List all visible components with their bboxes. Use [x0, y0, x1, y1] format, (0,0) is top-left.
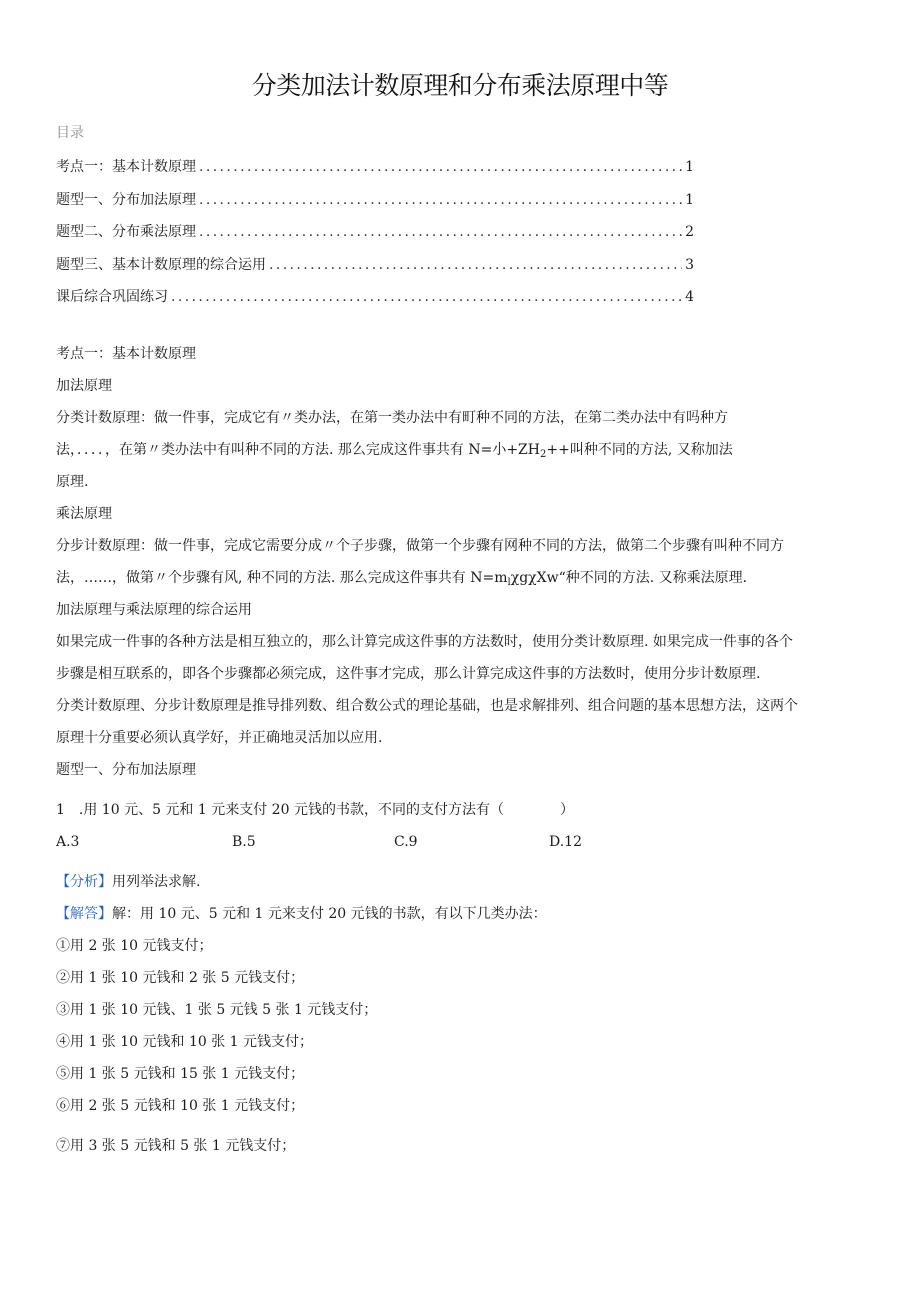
section-heading: 题型一、分布加法原理 — [56, 762, 196, 778]
case-item: ⑤用 1 张 5 元钱和 15 张 1 元钱支付； — [56, 1066, 305, 1082]
subsection-heading: 加法原理 — [56, 378, 112, 394]
toc-entry-label: 题型一、分布加法原理 — [56, 191, 196, 208]
toc-entry[interactable] — [56, 156, 694, 189]
document-body — [56, 343, 878, 1167]
case-item: ①用 2 张 10 元钱支付； — [56, 938, 213, 954]
answer-options — [56, 831, 878, 863]
toc-entry[interactable] — [56, 221, 694, 254]
text-span: 法，．．．．，在第〃类办法中有叫种不同的方法. 那么完成这件事共有 N=小+ZH — [56, 442, 540, 458]
page-title: 分类加法计数原理和分布乘法原理中等 — [251, 71, 669, 100]
toc-leader-dots — [269, 257, 682, 273]
paragraph-line: 如果完成一件事的各种方法是相互独立的，那么计算完成这件事的方法数时，使用分类计数原理. 如果完成一件事的各个 — [56, 634, 793, 650]
toc-entry-label: 考点一：基本计数原理 — [56, 159, 196, 175]
option-d: D.12 — [549, 834, 582, 850]
option-a: A.3 — [56, 834, 80, 850]
subscript: 2 — [540, 449, 547, 460]
toc-entry-page: 4 — [685, 289, 694, 305]
paragraph-line: 分类计数原理、分步计数原理是推导排列数、组合数公式的理论基础，也是求解排列、组合问题的基本思想方法，这两个 — [56, 698, 798, 714]
toc-entry[interactable] — [56, 254, 694, 287]
toc-entry-label: 题型三、基本计数原理的综合运用 — [56, 256, 266, 273]
subscript: l — [507, 577, 511, 588]
paragraph-line: 步骤是相互联系的，即各个步骤都必须完成，这件事才完成，那么计算完成这件事的方法数时，使用分步计数原理. — [56, 666, 761, 682]
analysis-text: 用列举法求解. — [112, 874, 201, 890]
toc-entry-page: 3 — [685, 256, 694, 273]
paragraph-line: 分类计数原理：做一件事，完成它有〃类办法，在第一类办法中有町种不同的方法，在第二类办法中有吗种方 — [56, 410, 728, 426]
paragraph-line: 原理十分重要必须认真学好，并正确地灵活加以应用. — [56, 730, 383, 746]
text-span: 法，……，做第〃个步骤有风, 种不同的方法. 那么完成这件事共有 N=m — [56, 570, 508, 586]
toc-leader-dots — [199, 159, 682, 175]
answer-line — [56, 903, 878, 935]
toc-entry[interactable] — [56, 189, 694, 222]
toc-leader-dots — [199, 224, 682, 240]
toc-entry-page: 2 — [685, 224, 694, 240]
section-heading: 考点一：基本计数原理 — [56, 346, 196, 362]
text-span: χgχXw“种不同的方法. 又称乘法原理. — [510, 570, 748, 586]
subsection-heading: 乘法原理 — [56, 506, 112, 522]
subsection-heading: 加法原理与乘法原理的综合运用 — [56, 602, 252, 618]
case-item: ④用 1 张 10 元钱和 10 张 1 元钱支付； — [56, 1034, 314, 1050]
text-span: ++叫种不同的方法, 又称加法 — [546, 442, 733, 458]
toc-entry-page: 1 — [685, 159, 694, 175]
answer-text: 解：用 10 元、5 元和 1 元来支付 20 元钱的书款，有以下几类办法： — [112, 906, 547, 922]
option-c: C.9 — [394, 834, 418, 850]
option-b: B.5 — [232, 834, 256, 850]
paragraph-line: 分步计数原理：做一件事，完成它需要分成〃个子步骤，做第一个步骤有网种不同的方法，做第二个步骤有叫种不同方 — [56, 538, 784, 554]
toc-leader-dots — [199, 192, 682, 208]
toc-entry-label: 题型二、分布乘法原理 — [56, 224, 196, 240]
answer-tag: 【解答】 — [56, 906, 112, 922]
paragraph-line — [56, 439, 878, 471]
case-item: ⑥用 2 张 5 元钱和 10 张 1 元钱支付； — [56, 1098, 305, 1114]
table-of-contents — [56, 156, 694, 319]
toc-entry-label: 课后综合巩固练习 — [56, 289, 168, 305]
toc-heading: 目录 — [56, 125, 84, 141]
toc-entry[interactable] — [56, 286, 694, 319]
case-item: ②用 1 张 10 元钱和 2 张 5 元钱支付； — [56, 970, 305, 986]
analysis-line — [56, 871, 878, 903]
case-item: ⑦用 3 张 5 元钱和 5 张 1 元钱支付； — [56, 1138, 296, 1154]
question-text: 1 .用 10 元、5 元和 1 元来支付 20 元钱的书款，不同的支付方法有（ ） — [56, 802, 574, 818]
case-item: ③用 1 张 10 元钱、1 张 5 元钱 5 张 1 元钱支付； — [56, 1002, 378, 1018]
paragraph-line — [56, 567, 878, 599]
analysis-tag: 【分析】 — [56, 874, 112, 890]
toc-entry-page: 1 — [685, 191, 694, 208]
toc-leader-dots — [171, 289, 682, 305]
paragraph-line: 原理. — [56, 474, 89, 490]
